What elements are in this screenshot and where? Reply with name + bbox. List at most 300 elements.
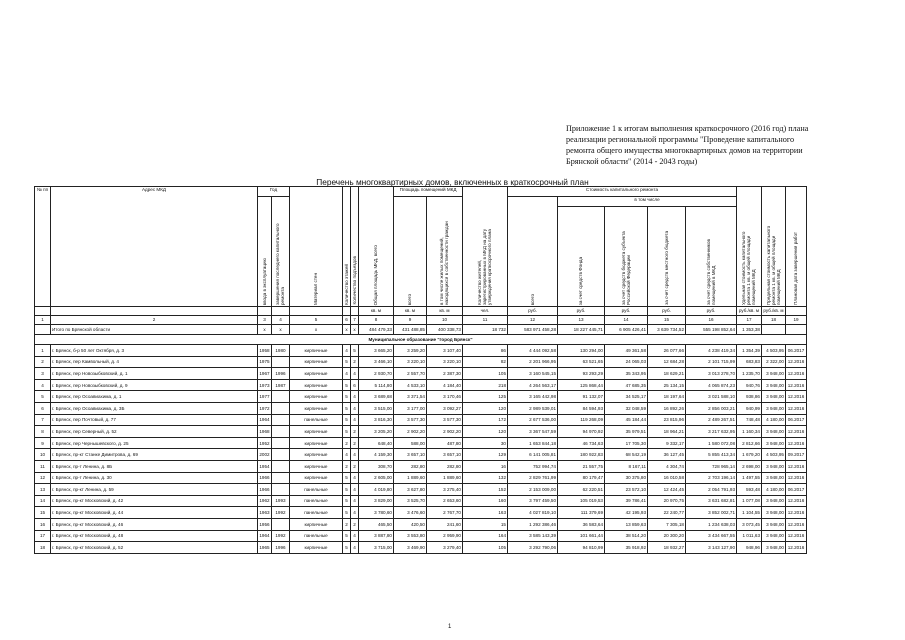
table-cell: 3 371,54	[394, 391, 427, 403]
table-cell: 2	[343, 518, 351, 530]
table-cell: кирпичные	[290, 345, 343, 357]
table-cell: 2	[351, 426, 359, 438]
table-row	[35, 368, 807, 380]
table-cell: 9 332,17	[648, 437, 686, 449]
municipality-row: Муниципальное образование "город Брянск"	[35, 335, 807, 345]
table-cell: 12	[35, 472, 51, 484]
table-cell: 91 132,07	[558, 391, 605, 403]
table-cell: 1956	[258, 518, 272, 530]
table-cell: г. Брянск, пер Осоавиахима, д. 1	[51, 391, 258, 403]
table-cell: 8	[359, 316, 394, 325]
table-cell: 120	[463, 426, 508, 438]
table-cell: г. Брянск, пр-кт Станке Димитрова, д. 69	[51, 449, 258, 461]
table-cell: 93 293,29	[558, 368, 605, 380]
table-cell: 2	[35, 356, 51, 368]
table-cell: 129	[463, 449, 508, 461]
table-cell: руб./кв. м	[737, 307, 762, 316]
table-cell: 5	[290, 316, 343, 325]
table-cell: 748,48	[737, 414, 762, 426]
table-cell: 15	[463, 518, 508, 530]
table-cell	[272, 356, 290, 368]
table-cell: 9	[35, 437, 51, 449]
table-cell: 4 065 874,23	[686, 379, 737, 391]
table-cell: 2 703 196,14	[686, 472, 737, 484]
table-cell: 39 786,41	[605, 495, 648, 507]
table-cell: 3 887,80	[359, 530, 394, 542]
table-cell: x	[272, 325, 290, 335]
table-cell: г. Брянск, пр-т Ленина, д. 8Б	[51, 460, 258, 472]
table-cell: 3 553,80	[394, 530, 427, 542]
table-row	[35, 460, 807, 472]
table-cell: 2 902,20	[394, 426, 427, 438]
table-cell: 26 077,66	[648, 345, 686, 357]
table-cell: 2 387,30	[427, 368, 463, 380]
table-cell	[272, 460, 290, 472]
table-row	[35, 402, 807, 414]
table-cell: 17	[35, 530, 51, 542]
table-cell: 588,00	[394, 437, 427, 449]
table-cell	[786, 325, 807, 335]
table-cell: 282,80	[427, 460, 463, 472]
table-cell: 62 220,51	[558, 484, 605, 496]
table-cell: 2 153 009,00	[508, 484, 558, 496]
table-cell: 1965	[258, 542, 272, 554]
table-cell: 5	[343, 472, 351, 484]
table-cell: 4 444 092,58	[508, 345, 558, 357]
table-cell: 1 353,38	[737, 325, 762, 335]
table-cell: 9	[394, 316, 427, 325]
table-cell: 12.2016	[786, 472, 807, 484]
table-cell: 164	[463, 530, 508, 542]
header-fund: за счет средств Фонда	[558, 207, 605, 307]
table-cell: 12.2016	[786, 426, 807, 438]
table-cell: x	[343, 325, 351, 335]
table-cell: 3 170,46	[427, 391, 463, 403]
appendix-line: Брянской области" (2014 - 2043 годы)	[566, 157, 698, 166]
table-cell	[290, 307, 343, 316]
table-cell: 583 971 458,28	[508, 325, 558, 335]
table-cell: 18	[762, 316, 786, 325]
table-cell: 1987	[272, 379, 290, 391]
table-cell: 6 905 426,41	[605, 325, 648, 335]
table-cell: 3 948,00	[762, 530, 786, 542]
table-cell: 4 159,30	[359, 449, 394, 461]
table-cell: 1 580 072,08	[686, 437, 737, 449]
table-cell: 12.2016	[786, 460, 807, 472]
table-cell	[258, 307, 272, 316]
table-cell: 3 948,00	[762, 379, 786, 391]
table-cell: 4	[351, 484, 359, 496]
table-row	[35, 507, 807, 519]
units-row	[35, 307, 807, 316]
table-cell: 1 104,55	[737, 507, 762, 519]
table-cell: 4	[351, 449, 359, 461]
header-premises-all: всего	[394, 197, 427, 307]
table-cell: 648,40	[359, 437, 394, 449]
table-cell: 1 160,34	[737, 426, 762, 438]
table-cell: кирпичные	[290, 402, 343, 414]
total-row	[35, 325, 807, 335]
table-cell: 4	[351, 402, 359, 414]
table-cell: 241,60	[427, 518, 463, 530]
table-cell: 18 197,64	[648, 391, 686, 403]
table-cell: 12.2016	[786, 379, 807, 391]
table-cell: x	[351, 325, 359, 335]
table-cell: 2	[343, 460, 351, 472]
table-cell: 49 361,58	[605, 345, 648, 357]
table-cell: 2 989 539,01	[508, 402, 558, 414]
house-rows	[35, 345, 807, 554]
table-cell: панельные	[290, 414, 343, 426]
header-subject-budget: за счет средств бюджета субъекта Российской Федерации	[605, 207, 648, 307]
table-cell: 7	[35, 414, 51, 426]
table-cell: 2 677 536,00	[508, 414, 558, 426]
table-cell: 5	[343, 414, 351, 426]
table-cell: г. Брянск, б-р 50 лет Октября, д. 3	[51, 345, 258, 357]
table-cell: кирпичные	[290, 542, 343, 554]
appendix-line: Приложение 1 к итогам выполнения краткосрочного (2016 год) плана	[566, 124, 809, 133]
table-cell: 3 948,00	[762, 368, 786, 380]
table-cell: 35 343,95	[605, 368, 648, 380]
table-cell: 4	[351, 495, 359, 507]
table-cell: 2 054 791,93	[686, 484, 737, 496]
table-cell: 308,70	[359, 460, 394, 472]
table-cell: г. Брянск, пер Северный, д. 52	[51, 426, 258, 438]
table-cell: 1977	[258, 391, 272, 403]
table-cell: 2 101 715,99	[686, 356, 737, 368]
table-cell: 1968	[258, 426, 272, 438]
table-cell: 3 689,68	[359, 391, 394, 403]
table-cell: 125	[463, 391, 508, 403]
table-cell: 120	[463, 402, 508, 414]
table-cell: 163	[463, 507, 508, 519]
table-cell: г. Брянск, пр-кт Московский, д. 44	[51, 507, 258, 519]
table-row	[35, 426, 807, 438]
table-cell: 218	[463, 379, 508, 391]
table-cell: 1 234 638,03	[686, 518, 737, 530]
table-cell: 2 653,60	[427, 495, 463, 507]
table-cell: кирпичные	[290, 460, 343, 472]
table-cell: 5	[343, 356, 351, 368]
table-cell: г. Брянск, пер Осоавиахима, д. 3Б	[51, 402, 258, 414]
header-entrances: Количество подъездов	[351, 187, 359, 307]
table-cell: 23 815,96	[648, 414, 686, 426]
table-cell: 4	[351, 507, 359, 519]
table-cell: 160	[463, 495, 508, 507]
table-cell: 4	[351, 414, 359, 426]
table-cell	[272, 484, 290, 496]
table-cell: 4	[35, 379, 51, 391]
table-cell: 2	[51, 316, 258, 325]
table-cell: 5	[343, 484, 351, 496]
table-cell: 5	[35, 391, 51, 403]
table-cell: 683,83	[737, 356, 762, 368]
table-cell: панельные	[290, 495, 343, 507]
table-cell: 2 605,00	[359, 472, 394, 484]
table-cell	[272, 426, 290, 438]
table-cell: 32 048,59	[605, 402, 648, 414]
table-cell: 105	[463, 368, 508, 380]
table-cell	[786, 307, 807, 316]
table-cell: 16 010,58	[648, 472, 686, 484]
table-cell: 5	[343, 426, 351, 438]
table-cell: 132	[463, 472, 508, 484]
table-cell: 282,80	[394, 460, 427, 472]
table-cell: г. Брянск, пер Почтовый, д. 77	[51, 414, 258, 426]
table-cell: кирпичные	[290, 379, 343, 391]
table-row	[35, 437, 807, 449]
table-cell: 3 639 734,52	[648, 325, 686, 335]
table-cell: 68 542,19	[605, 449, 648, 461]
table-cell	[762, 325, 786, 335]
table-cell: 152	[463, 484, 508, 496]
table-cell: 940,76	[737, 379, 762, 391]
table-cell: 4 180,00	[762, 414, 786, 426]
table-cell: 2002	[258, 449, 272, 461]
table-cell: кирпичные	[290, 437, 343, 449]
table-cell: кирпичные	[290, 391, 343, 403]
table-cell: 15	[35, 507, 51, 519]
table-cell: 3 948,00	[762, 460, 786, 472]
table-cell: 130 294,00	[558, 345, 605, 357]
table-cell: г. Брянск, пр-т Ленина, д. 30	[51, 472, 258, 484]
table-cell: 23 572,10	[605, 484, 648, 496]
table-cell	[35, 325, 51, 335]
table-cell: 21 557,75	[558, 460, 605, 472]
table-cell: 1	[35, 316, 51, 325]
table-cell: 5	[343, 495, 351, 507]
table-cell	[51, 307, 258, 316]
table-cell: 4 027 819,10	[508, 507, 558, 519]
units-row	[35, 307, 807, 316]
table-cell: 4 503,95	[762, 449, 786, 461]
table-cell	[272, 402, 290, 414]
table-cell: 4 533,10	[394, 379, 427, 391]
table-row	[35, 542, 807, 554]
table-cell: x	[258, 325, 272, 335]
table-cell: 3 469,90	[394, 542, 427, 554]
header-incl: в том числе	[558, 197, 737, 207]
table-cell	[272, 391, 290, 403]
table-cell: 3 073,45	[737, 518, 762, 530]
table-cell: кв. м	[359, 307, 394, 316]
table-row	[35, 472, 807, 484]
table-cell: 1964	[258, 530, 272, 542]
table-cell: 111 379,69	[558, 507, 605, 519]
table-cell: 3 948,00	[762, 472, 786, 484]
table-cell: 4	[272, 316, 290, 325]
table-cell: 18 629,21	[648, 368, 686, 380]
table-cell: 4	[343, 368, 351, 380]
table-cell: 22 240,77	[648, 507, 686, 519]
table-cell: руб.	[605, 307, 648, 316]
table-cell: 4 503,95	[762, 345, 786, 357]
table-cell: 46 734,63	[558, 437, 605, 449]
table-cell: 1 077,08	[737, 495, 762, 507]
table-cell: 3 665,20	[359, 345, 394, 357]
table-cell: 2	[351, 356, 359, 368]
table-cell: г. Брянск, пр-кт Ленина, д. 59	[51, 484, 258, 496]
header-premises-area: Площадь помещений МКД	[394, 187, 463, 197]
table-cell: 3	[35, 368, 51, 380]
table-cell: 5	[343, 530, 351, 542]
header-num: № пп	[35, 187, 51, 307]
table-cell: г. Брянск, пр-кт Московский, д. 42	[51, 495, 258, 507]
table-cell: 12.2016	[786, 530, 807, 542]
table-cell: 3 829,00	[359, 495, 394, 507]
table-cell: 06.2017	[786, 345, 807, 357]
table-cell: 2 902,20	[427, 426, 463, 438]
appendix-note	[566, 123, 866, 167]
table-cell: 30	[463, 437, 508, 449]
table-cell: 125 868,44	[558, 379, 605, 391]
table-cell: 3 816,30	[359, 414, 394, 426]
table-cell: 1966	[258, 472, 272, 484]
table-cell: 3 577,30	[427, 414, 463, 426]
table-cell: 1 653 844,18	[508, 437, 558, 449]
table-cell: 86	[463, 345, 508, 357]
table-cell: руб./кв. м	[762, 307, 786, 316]
table-cell: панельные	[290, 530, 343, 542]
table-cell: 3 220,10	[427, 356, 463, 368]
table-cell: 18	[35, 542, 51, 554]
table-cell: 14	[35, 495, 51, 507]
table-cell: 15	[648, 316, 686, 325]
table-cell: 19	[786, 316, 807, 325]
table-cell: 484 479,33	[359, 325, 394, 335]
table-cell: 6	[351, 379, 359, 391]
table-cell: 5	[351, 345, 359, 357]
table-cell: 3 476,60	[394, 507, 427, 519]
table-cell: 45 184,44	[605, 414, 648, 426]
table-cell: 3 220,10	[394, 356, 427, 368]
table-cell: 1992	[272, 530, 290, 542]
table-cell: 12.2016	[786, 495, 807, 507]
table-cell: 431 488,85	[394, 325, 427, 335]
table-cell: 6 141 005,81	[508, 449, 558, 461]
table-cell: 12.2016	[786, 518, 807, 530]
table-cell: 172	[463, 414, 508, 426]
table-cell: 20 300,20	[648, 530, 686, 542]
table-cell: 1972	[258, 402, 272, 414]
table-cell: 1964	[258, 414, 272, 426]
table-cell: 24 065,03	[605, 356, 648, 368]
table-cell	[272, 437, 290, 449]
table-cell: 2 930,70	[359, 368, 394, 380]
table-cell: 06.2017	[786, 484, 807, 496]
table-cell: 4	[351, 391, 359, 403]
table-cell: кирпичные	[290, 472, 343, 484]
table-cell: 1962	[258, 495, 272, 507]
appendix-line: ремонта общего имущества многоквартирных домов на территории	[566, 146, 803, 155]
table-cell: руб.	[558, 307, 605, 316]
table-cell: 1 235,70	[737, 368, 762, 380]
table-cell: 1	[35, 345, 51, 357]
table-cell: 3 515,00	[359, 402, 394, 414]
table-cell	[35, 307, 51, 316]
table-cell: г. Брянск, пер Новозыбковский, д. 1	[51, 368, 258, 380]
header-year: Год	[258, 187, 290, 197]
table-cell: x	[290, 325, 343, 335]
table-cell: 34 525,17	[605, 391, 648, 403]
table-cell: 1973	[258, 379, 272, 391]
header-max-cost: Предельная стоимость капитального ремонта 1 кв. м общей площади помещений МКД	[762, 187, 786, 307]
table-cell: 47 685,35	[605, 379, 648, 391]
table-cell: 2 201 966,95	[508, 356, 558, 368]
table-cell: 119 268,09	[558, 414, 605, 426]
table-cell	[343, 307, 351, 316]
header-floors: Количество этажей	[343, 187, 351, 307]
table-cell: 105	[463, 542, 508, 554]
header-year-repair: завершения последнего капитального ремонта	[272, 197, 290, 307]
table-cell: 4 264 563,17	[508, 379, 558, 391]
table-cell: 1 679,20	[737, 449, 762, 461]
table-cell: 1 292 386,46	[508, 518, 558, 530]
table-cell	[272, 472, 290, 484]
table-cell: 3 577,30	[394, 414, 427, 426]
table-cell: 12	[508, 316, 558, 325]
table-cell: 3 948,00	[762, 542, 786, 554]
table-cell: 1966	[258, 484, 272, 496]
table-cell: 3 143 127,90	[686, 542, 737, 554]
header-plan-date: Плановая дата завершения работ	[786, 187, 807, 307]
table-cell: 1963	[258, 507, 272, 519]
table-cell: 4	[351, 472, 359, 484]
table-cell: 3 948,00	[762, 402, 786, 414]
table-cell: 3 948,00	[762, 495, 786, 507]
table-cell: 2	[351, 518, 359, 530]
table-cell: г. Брянск, пр-кт Московский, д. 52	[51, 542, 258, 554]
table-cell: 3 780,60	[359, 507, 394, 519]
table-cell: 63 521,65	[558, 356, 605, 368]
table-cell: 18 732	[463, 325, 508, 335]
table-cell: 2 698,00	[737, 460, 762, 472]
table-cell: 3 585 143,39	[508, 530, 558, 542]
table-cell: руб.	[648, 307, 686, 316]
table-cell: г. Брянск, пр-кт Московский, д. 46	[51, 518, 258, 530]
table-cell: 12.2016	[786, 391, 807, 403]
table-cell: чел.	[463, 307, 508, 316]
table-cell: 12.2016	[786, 507, 807, 519]
table-cell: 13	[558, 316, 605, 325]
table-cell: 4	[343, 449, 351, 461]
page-number: 1	[448, 624, 452, 630]
table-cell: 1992	[272, 507, 290, 519]
header-local-budget: за счет средств местного бюджета	[648, 207, 686, 307]
table-cell: 82	[463, 356, 508, 368]
table-cell: 13	[35, 484, 51, 496]
table-cell: г. Брянск, пр-кт Московский, д. 48	[51, 530, 258, 542]
table-row	[35, 379, 807, 391]
table-cell: 1967	[258, 368, 272, 380]
table-cell: 1975	[258, 356, 272, 368]
appendix-line: реализации региональной программы "Проведение капитального	[566, 135, 795, 144]
header-unit-cost: Удельная стоимость капитального ремонта 1 кв. м общей площади помещений МКД	[737, 187, 762, 307]
table-cell: 3 657,10	[394, 449, 427, 461]
table-cell: 16	[35, 518, 51, 530]
table-cell: 35 918,92	[605, 542, 648, 554]
header-address: Адрес МКД	[51, 187, 258, 307]
table-row	[35, 530, 807, 542]
table-cell: 18 227 445,71	[558, 325, 605, 335]
header-total-area: Общая площадь МКД, всего	[359, 187, 394, 307]
table-cell: кирпичные	[290, 518, 343, 530]
table-cell: 2 489 267,51	[686, 414, 737, 426]
table-cell: 1 889,60	[427, 472, 463, 484]
table-cell: 3 852 002,71	[686, 507, 737, 519]
table-cell: 8	[35, 426, 51, 438]
table-cell: 3 948,00	[762, 507, 786, 519]
